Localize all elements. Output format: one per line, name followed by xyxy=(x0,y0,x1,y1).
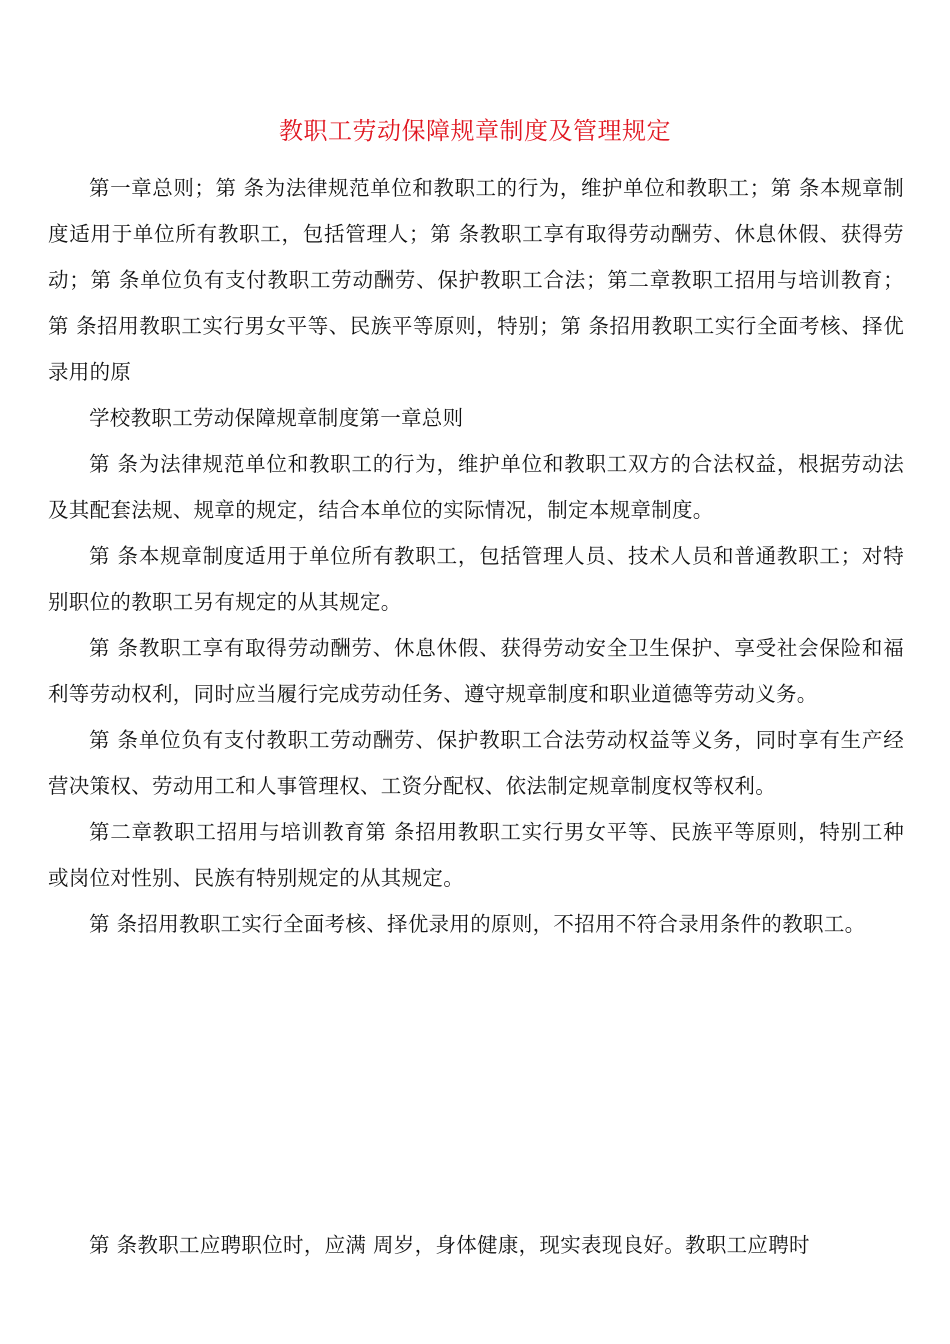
chapter-heading: 学校教职工劳动保障规章制度第一章总则 xyxy=(89,406,464,430)
article-paragraph: 第 条招用教职工实行全面考核、择优录用的原则，不招用不符合录用条件的教职工。 xyxy=(89,912,866,936)
summary-paragraph: 第一章总则；第 条为法律规范单位和教职工的行为，维护单位和教职工；第 条本规章制度适用于单位所有教职工，包括管理人；第 条教职工享有取得劳动酬劳、休息休假、获得劳动；第 条单位负有支付教职工劳动酬劳、保护教职工合法；第二章教职工招用与培训教育；第 条招用教职工实行男女平等、民族平等原则，特别；第 条招用教职工实行全面考核、择优录用的原 xyxy=(48,176,904,384)
article-paragraph: 第 条本规章制度适用于单位所有教职工，包括管理人员、技术人员和普通教职工；对特别职位的教职工另有规定的从其规定。 xyxy=(48,544,904,614)
document-title: 教职工劳动保障规章制度及管理规定 xyxy=(279,117,671,145)
article-paragraph: 第 条教职工享有取得劳动酬劳、休息休假、获得劳动安全卫生保护、享受社会保险和福利等劳动权利，同时应当履行完成劳动任务、遵守规章制度和职业道德等劳动义务。 xyxy=(48,636,904,706)
article-paragraph: 第 条单位负有支付教职工劳动酬劳、保护教职工合法劳动权益等义务，同时享有生产经营决策权、劳动用工和人事管理权、工资分配权、依法制定规章制度权等权利。 xyxy=(48,728,904,798)
document-body xyxy=(48,165,904,947)
document-body-continued xyxy=(48,1222,904,1268)
article-paragraph: 第 条教职工应聘职位时，应满 周岁，身体健康，现实表现良好。教职工应聘时 xyxy=(89,1233,810,1257)
article-paragraph: 第 条为法律规范单位和教职工的行为，维护单位和教职工双方的合法权益，根据劳动法及其配套法规、规章的规定，结合本单位的实际情况，制定本规章制度。 xyxy=(48,452,904,522)
article-paragraph: 第二章教职工招用与培训教育第 条招用教职工实行男女平等、民族平等原则，特别工种或岗位对性别、民族有特别规定的从其规定。 xyxy=(48,820,904,890)
